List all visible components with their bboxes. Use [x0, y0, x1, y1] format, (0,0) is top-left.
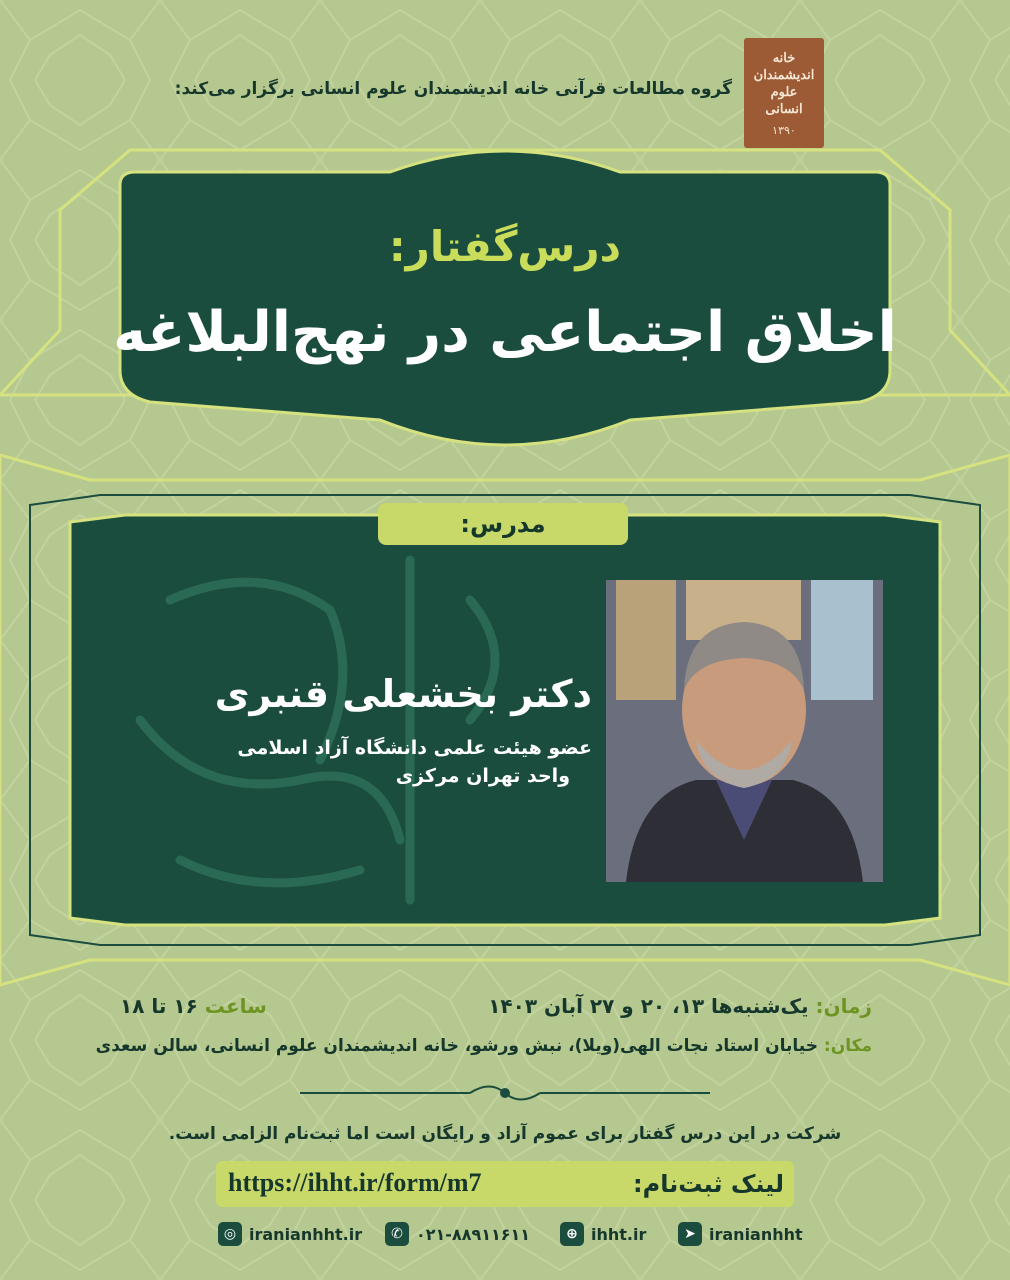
- time-info: [488, 994, 872, 1018]
- portrait-icon: [606, 580, 883, 882]
- free-registration-note: شرکت در این درس گفتار برای عموم آزاد و رایگان است اما ثبت‌نام الزامی است.: [168, 1124, 842, 1144]
- course-type-label: درس‌گفتار:: [388, 222, 622, 271]
- registration-label: لینک ثبت‌نام:: [633, 1170, 784, 1198]
- telegram-handle: iranianhht: [709, 1224, 803, 1244]
- instagram-handle: iranianhht.ir: [249, 1224, 363, 1244]
- organizer-intro: گروه مطالعات قرآنی خانه اندیشمندان علوم انسانی برگزار می‌کند:: [174, 79, 732, 99]
- hours-info: [120, 994, 267, 1018]
- telegram-icon: ➤: [678, 1222, 702, 1246]
- phone-number: ۰۲۱-۸۸۹۱۱۶۱۱: [416, 1224, 531, 1244]
- time-row: [120, 994, 872, 1018]
- social-instagram[interactable]: [218, 1219, 362, 1249]
- teacher-affiliation: [180, 734, 592, 790]
- social-website[interactable]: [560, 1219, 646, 1249]
- hours-value: ۱۶ تا ۱۸: [120, 994, 198, 1018]
- logo-year: ۱۳۹۰: [772, 123, 796, 137]
- hours-label: ساعت: [204, 994, 267, 1018]
- place-value: خیابان استاد نجات الهی(ویلا)، نبش ورشو، خانه اندیشمندان علوم انسانی، سالن سعدی: [95, 1036, 818, 1056]
- website-url: ihht.ir: [591, 1224, 647, 1244]
- instagram-icon: ◎: [218, 1222, 242, 1246]
- registration-link[interactable]: https://ihht.ir/form/m7: [228, 1168, 482, 1197]
- teacher-tab: مدرس:: [378, 503, 628, 545]
- place-row: [95, 1036, 872, 1056]
- globe-icon: ⊕: [560, 1222, 584, 1246]
- time-label: زمان:: [815, 994, 872, 1018]
- social-phone[interactable]: [385, 1219, 530, 1249]
- teacher-photo: [606, 580, 883, 882]
- place-label: مکان:: [823, 1036, 872, 1056]
- institution-logo: [744, 38, 824, 148]
- teacher-name: دکتر بخشعلی قنبری: [214, 672, 592, 716]
- time-value: یک‌شنبه‌ها ۱۳، ۲۰ و ۲۷ آبان ۱۴۰۳: [488, 994, 809, 1018]
- affiliation-line-2: واحد تهران مرکزی: [395, 765, 570, 787]
- course-title: اخلاق اجتماعی در نهج‌البلاغه: [113, 300, 897, 365]
- affiliation-line-1: عضو هیئت علمی دانشگاه آزاد اسلامی: [237, 737, 592, 759]
- phone-icon: ✆: [385, 1222, 409, 1246]
- social-telegram[interactable]: [678, 1219, 803, 1249]
- logo-text: خانه اندیشمندان علوم انسانی: [753, 50, 815, 117]
